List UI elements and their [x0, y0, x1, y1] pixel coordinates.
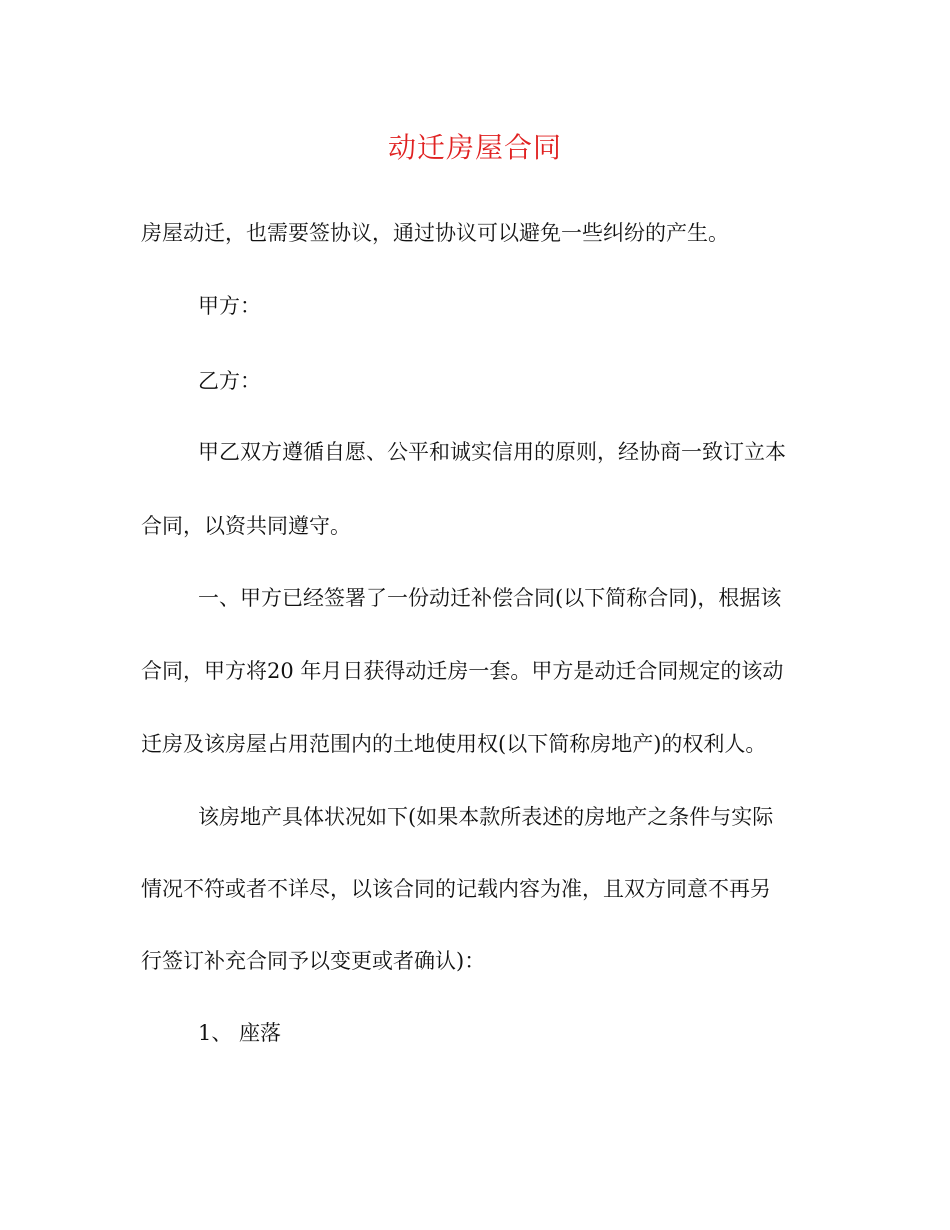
property-desc-line-2: 情况不符或者不详尽，以该合同的记载内容为准，且双方同意不再另	[141, 877, 771, 901]
clause-1-line-3: 迁房及该房屋占用范围内的土地使用权(以下简称房地产)的权利人。	[141, 732, 767, 756]
preamble-line-1: 甲乙双方遵循自愿、公平和诚实信用的原则，经协商一致订立本	[198, 440, 786, 464]
document-title: 动迁房屋合同	[387, 131, 562, 164]
property-desc-line-1: 该房地产具体状况如下(如果本款所表述的房地产之条件与实际	[198, 805, 774, 829]
clause-1-line-2: 合同，甲方将20 年月日获得动迁房一套。甲方是动迁合同规定的该动	[141, 659, 784, 683]
intro-paragraph: 房屋动迁，也需要签协议，通过协议可以避免一些纠纷的产生。	[141, 221, 729, 245]
preamble-line-2: 合同，以资共同遵守。	[141, 514, 351, 538]
clause-1-line-1: 一、甲方已经签署了一份动迁补偿合同(以下简称合同)，根据该	[198, 586, 782, 610]
property-desc-line-3: 行签订补充合同予以变更或者确认)：	[141, 949, 486, 973]
party-a-label: 甲方：	[198, 294, 261, 318]
item-1-location: 1、 座落	[198, 1021, 282, 1045]
document-body	[141, 0, 821, 1230]
party-b-label: 乙方：	[198, 369, 261, 393]
